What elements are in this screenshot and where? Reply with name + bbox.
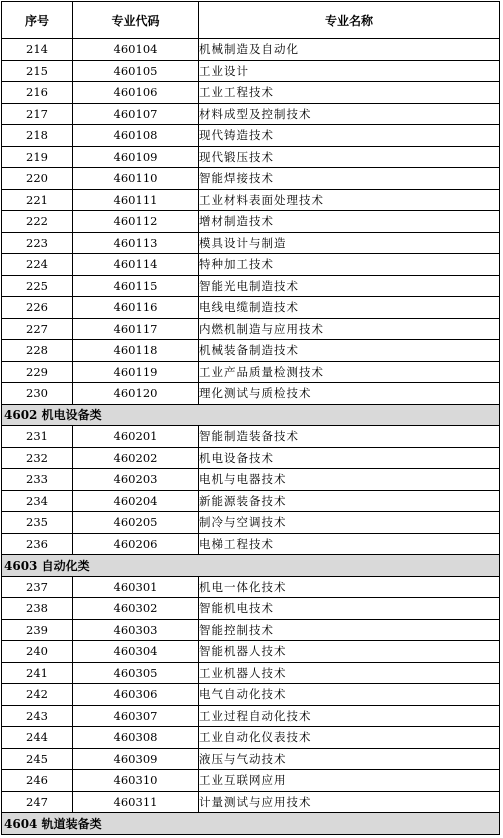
name-cell: 特种加工技术 (199, 254, 500, 276)
name-cell: 增材制造技术 (199, 211, 500, 233)
category-label: 4602 机电设备类 (2, 404, 500, 426)
seq-cell: 243 (2, 705, 73, 727)
table-row (2, 125, 500, 147)
table-row (2, 426, 500, 448)
seq-cell: 232 (2, 447, 73, 469)
seq-cell: 234 (2, 490, 73, 512)
code-cell: 460108 (73, 125, 199, 147)
name-cell: 智能制造装备技术 (199, 426, 500, 448)
table-row (2, 211, 500, 233)
code-cell: 460113 (73, 232, 199, 254)
name-cell: 工业工程技术 (199, 82, 500, 104)
table-row (2, 705, 500, 727)
table-row (2, 361, 500, 383)
category-label: 4603 自动化类 (2, 555, 500, 577)
code-cell: 460105 (73, 60, 199, 82)
table-row (2, 39, 500, 61)
seq-cell: 215 (2, 60, 73, 82)
seq-cell: 214 (2, 39, 73, 61)
header-code: 专业代码 (73, 2, 199, 39)
table-row (2, 619, 500, 641)
code-cell: 460107 (73, 103, 199, 125)
table-row (2, 791, 500, 813)
table-row (2, 60, 500, 82)
table-row (2, 770, 500, 792)
name-cell: 工业设计 (199, 60, 500, 82)
table-row (2, 340, 500, 362)
name-cell: 现代锻压技术 (199, 146, 500, 168)
table-row (2, 297, 500, 319)
seq-cell: 245 (2, 748, 73, 770)
code-cell: 460301 (73, 576, 199, 598)
code-cell: 460206 (73, 533, 199, 555)
name-cell: 机械装备制造技术 (199, 340, 500, 362)
name-cell: 工业产品质量检测技术 (199, 361, 500, 383)
seq-cell: 241 (2, 662, 73, 684)
code-cell: 460201 (73, 426, 199, 448)
name-cell: 电梯工程技术 (199, 533, 500, 555)
code-cell: 460307 (73, 705, 199, 727)
name-cell: 现代铸造技术 (199, 125, 500, 147)
table-row (2, 232, 500, 254)
code-cell: 460117 (73, 318, 199, 340)
code-cell: 460110 (73, 168, 199, 190)
code-cell: 460119 (73, 361, 199, 383)
name-cell: 智能机电技术 (199, 598, 500, 620)
seq-cell: 237 (2, 576, 73, 598)
name-cell: 工业材料表面处理技术 (199, 189, 500, 211)
code-cell: 460106 (73, 82, 199, 104)
header-name: 专业名称 (199, 2, 500, 39)
code-cell: 460104 (73, 39, 199, 61)
seq-cell: 225 (2, 275, 73, 297)
seq-cell: 218 (2, 125, 73, 147)
code-cell: 460310 (73, 770, 199, 792)
code-cell: 460205 (73, 512, 199, 534)
table-row (2, 576, 500, 598)
name-cell: 智能焊接技术 (199, 168, 500, 190)
name-cell: 工业机器人技术 (199, 662, 500, 684)
name-cell: 电气自动化技术 (199, 684, 500, 706)
code-cell: 460111 (73, 189, 199, 211)
seq-cell: 240 (2, 641, 73, 663)
table-row (2, 82, 500, 104)
major-catalog-table (1, 1, 500, 835)
code-cell: 460202 (73, 447, 199, 469)
seq-cell: 222 (2, 211, 73, 233)
table-row (2, 275, 500, 297)
seq-cell: 231 (2, 426, 73, 448)
name-cell: 电机与电器技术 (199, 469, 500, 491)
name-cell: 内燃机制造与应用技术 (199, 318, 500, 340)
code-cell: 460115 (73, 275, 199, 297)
table-row (2, 662, 500, 684)
name-cell: 工业自动化仪表技术 (199, 727, 500, 749)
code-cell: 460308 (73, 727, 199, 749)
table-row (2, 490, 500, 512)
code-cell: 460118 (73, 340, 199, 362)
table-header-row (2, 2, 500, 39)
code-cell: 460303 (73, 619, 199, 641)
seq-cell: 230 (2, 383, 73, 405)
seq-cell: 221 (2, 189, 73, 211)
seq-cell: 228 (2, 340, 73, 362)
table-row (2, 727, 500, 749)
name-cell: 工业过程自动化技术 (199, 705, 500, 727)
category-row (2, 555, 500, 577)
table-body (2, 39, 500, 835)
seq-cell: 219 (2, 146, 73, 168)
code-cell: 460305 (73, 662, 199, 684)
name-cell: 智能光电制造技术 (199, 275, 500, 297)
table-row (2, 168, 500, 190)
name-cell: 工业互联网应用 (199, 770, 500, 792)
seq-cell: 247 (2, 791, 73, 813)
table-row (2, 146, 500, 168)
seq-cell: 236 (2, 533, 73, 555)
seq-cell: 223 (2, 232, 73, 254)
name-cell: 机械制造及自动化 (199, 39, 500, 61)
code-cell: 460309 (73, 748, 199, 770)
code-cell: 460114 (73, 254, 199, 276)
table-row (2, 641, 500, 663)
code-cell: 460120 (73, 383, 199, 405)
seq-cell: 246 (2, 770, 73, 792)
category-label: 4604 轨道装备类 (2, 813, 500, 835)
code-cell: 460311 (73, 791, 199, 813)
name-cell: 机电设备技术 (199, 447, 500, 469)
seq-cell: 216 (2, 82, 73, 104)
code-cell: 460306 (73, 684, 199, 706)
name-cell: 智能控制技术 (199, 619, 500, 641)
code-cell: 460109 (73, 146, 199, 168)
code-cell: 460203 (73, 469, 199, 491)
table-row (2, 469, 500, 491)
seq-cell: 242 (2, 684, 73, 706)
header-seq: 序号 (2, 2, 73, 39)
name-cell: 机电一体化技术 (199, 576, 500, 598)
name-cell: 模具设计与制造 (199, 232, 500, 254)
category-row (2, 813, 500, 835)
code-cell: 460116 (73, 297, 199, 319)
seq-cell: 224 (2, 254, 73, 276)
category-row (2, 404, 500, 426)
table-row (2, 533, 500, 555)
seq-cell: 235 (2, 512, 73, 534)
seq-cell: 220 (2, 168, 73, 190)
name-cell: 智能机器人技术 (199, 641, 500, 663)
table-row (2, 254, 500, 276)
name-cell: 材料成型及控制技术 (199, 103, 500, 125)
name-cell: 液压与气动技术 (199, 748, 500, 770)
name-cell: 计量测试与应用技术 (199, 791, 500, 813)
table-row (2, 598, 500, 620)
code-cell: 460304 (73, 641, 199, 663)
name-cell: 电线电缆制造技术 (199, 297, 500, 319)
table-row (2, 748, 500, 770)
seq-cell: 229 (2, 361, 73, 383)
seq-cell: 226 (2, 297, 73, 319)
table-row (2, 318, 500, 340)
seq-cell: 233 (2, 469, 73, 491)
name-cell: 制冷与空调技术 (199, 512, 500, 534)
code-cell: 460204 (73, 490, 199, 512)
seq-cell: 217 (2, 103, 73, 125)
seq-cell: 238 (2, 598, 73, 620)
seq-cell: 227 (2, 318, 73, 340)
table-row (2, 189, 500, 211)
seq-cell: 244 (2, 727, 73, 749)
table-row (2, 684, 500, 706)
table-row (2, 512, 500, 534)
table-row (2, 447, 500, 469)
seq-cell: 239 (2, 619, 73, 641)
code-cell: 460112 (73, 211, 199, 233)
name-cell: 理化测试与质检技术 (199, 383, 500, 405)
table-row (2, 383, 500, 405)
table-row (2, 103, 500, 125)
code-cell: 460302 (73, 598, 199, 620)
name-cell: 新能源装备技术 (199, 490, 500, 512)
